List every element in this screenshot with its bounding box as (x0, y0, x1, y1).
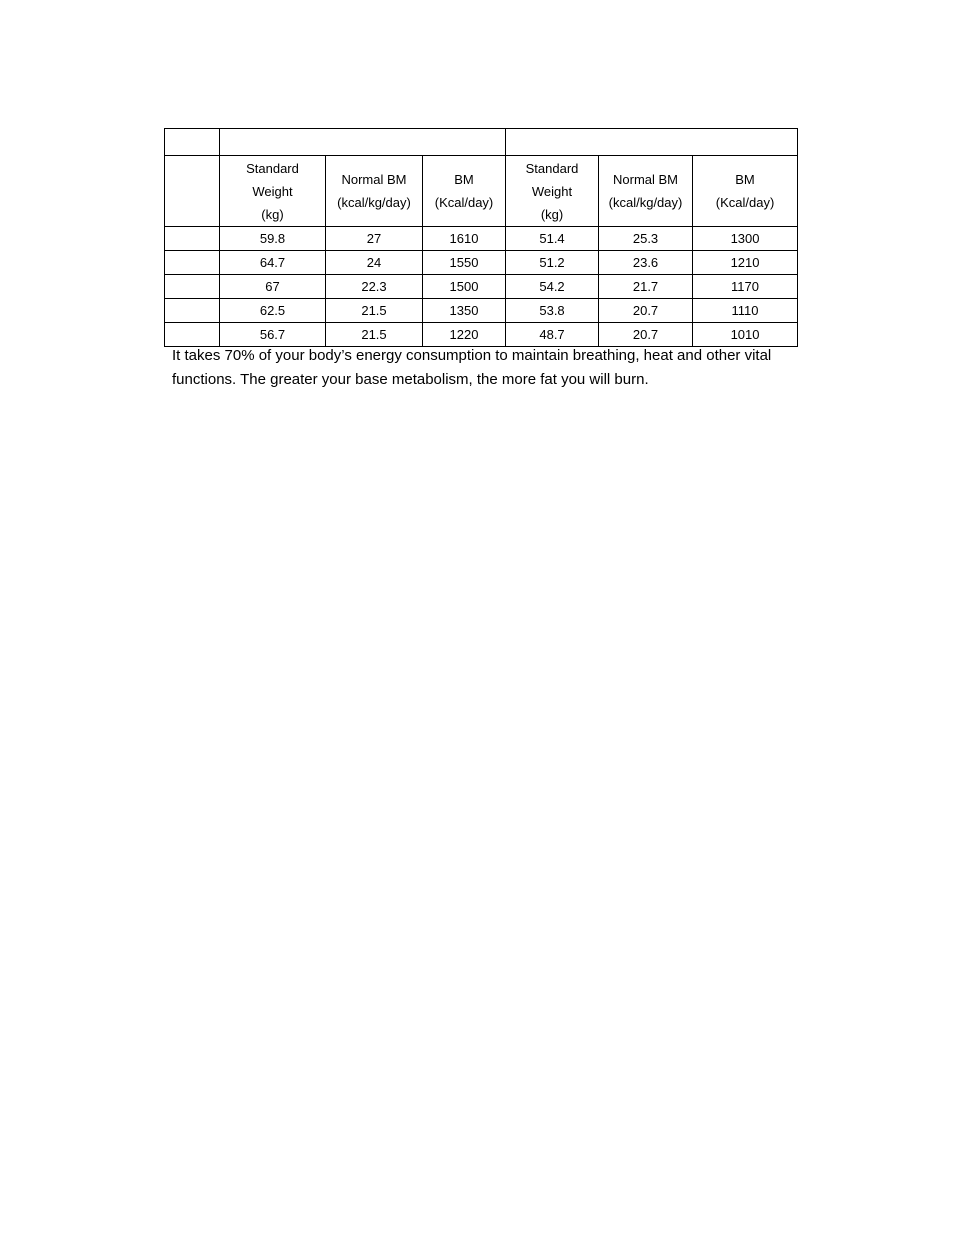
table-cell: 1300 (693, 227, 798, 251)
table-cell (165, 251, 220, 275)
header-line: (Kcal/day) (434, 195, 494, 210)
table-row (165, 251, 798, 275)
table-cell: 51.4 (506, 227, 599, 251)
table-row (165, 227, 798, 251)
table-cell (165, 299, 220, 323)
table-cell: 21.5 (326, 299, 423, 323)
table-cell: 24 (326, 251, 423, 275)
header-line: Normal BM (613, 172, 679, 187)
table-cell: 1170 (693, 275, 798, 299)
table-cell: 25.3 (599, 227, 693, 251)
table-cell: 1610 (423, 227, 506, 251)
header-line: BM (454, 172, 474, 187)
table-cell: 27 (326, 227, 423, 251)
bm-table (164, 128, 798, 347)
header-line: Standard (525, 160, 579, 176)
header-line: (kg) (540, 206, 564, 222)
table-cell: 22.3 (326, 275, 423, 299)
table-cell: 1550 (423, 251, 506, 275)
column-header-cell (220, 156, 326, 227)
table-cell: 23.6 (599, 251, 693, 275)
table-cell (165, 227, 220, 251)
group-header-row (165, 129, 798, 156)
header-line: Weight (252, 183, 293, 199)
table-cell: 1110 (693, 299, 798, 323)
table-cell: 1210 (693, 251, 798, 275)
table-cell: 21.5 (326, 323, 423, 347)
table-cell: 62.5 (220, 299, 326, 323)
header-line: Normal BM (341, 172, 407, 187)
table-cell: 56.7 (220, 323, 326, 347)
header-line: (kcal/kg/day) (608, 195, 683, 210)
column-header-cell (423, 156, 506, 227)
column-header-cell (599, 156, 693, 227)
header-line: BM (735, 172, 755, 187)
header-line: (kg) (261, 206, 284, 222)
table-cell: 1220 (423, 323, 506, 347)
table-cell: 20.7 (599, 299, 693, 323)
table-cell: 53.8 (506, 299, 599, 323)
table-cell: 48.7 (506, 323, 599, 347)
header-line: Standard (246, 160, 299, 176)
table-cell: 64.7 (220, 251, 326, 275)
header-line: (Kcal/day) (715, 195, 775, 210)
group-header-cell (506, 129, 798, 156)
table-row (165, 275, 798, 299)
column-header-cell (693, 156, 798, 227)
table-cell: 21.7 (599, 275, 693, 299)
column-header-row (165, 156, 798, 227)
table-cell: 1500 (423, 275, 506, 299)
table-cell: 1010 (693, 323, 798, 347)
table-cell: 51.2 (506, 251, 599, 275)
table-cell: 1350 (423, 299, 506, 323)
table-cell (165, 275, 220, 299)
table-cell: 20.7 (599, 323, 693, 347)
group-header-cell (165, 129, 220, 156)
table-row (165, 323, 798, 347)
column-header-cell (165, 156, 220, 227)
table-row (165, 299, 798, 323)
table-cell: 59.8 (220, 227, 326, 251)
header-line: Weight (531, 183, 573, 199)
group-header-cell (220, 129, 506, 156)
body-paragraph: It takes 70% of your body’s energy consumption to maintain breathing, heat and other vital functions. The greater your base metabolism, the more fat you will burn. (172, 347, 772, 388)
header-line: (kcal/kg/day) (337, 195, 411, 210)
column-header-cell (326, 156, 423, 227)
table-cell: 67 (220, 275, 326, 299)
column-header-cell (506, 156, 599, 227)
table-cell (165, 323, 220, 347)
table-cell: 54.2 (506, 275, 599, 299)
